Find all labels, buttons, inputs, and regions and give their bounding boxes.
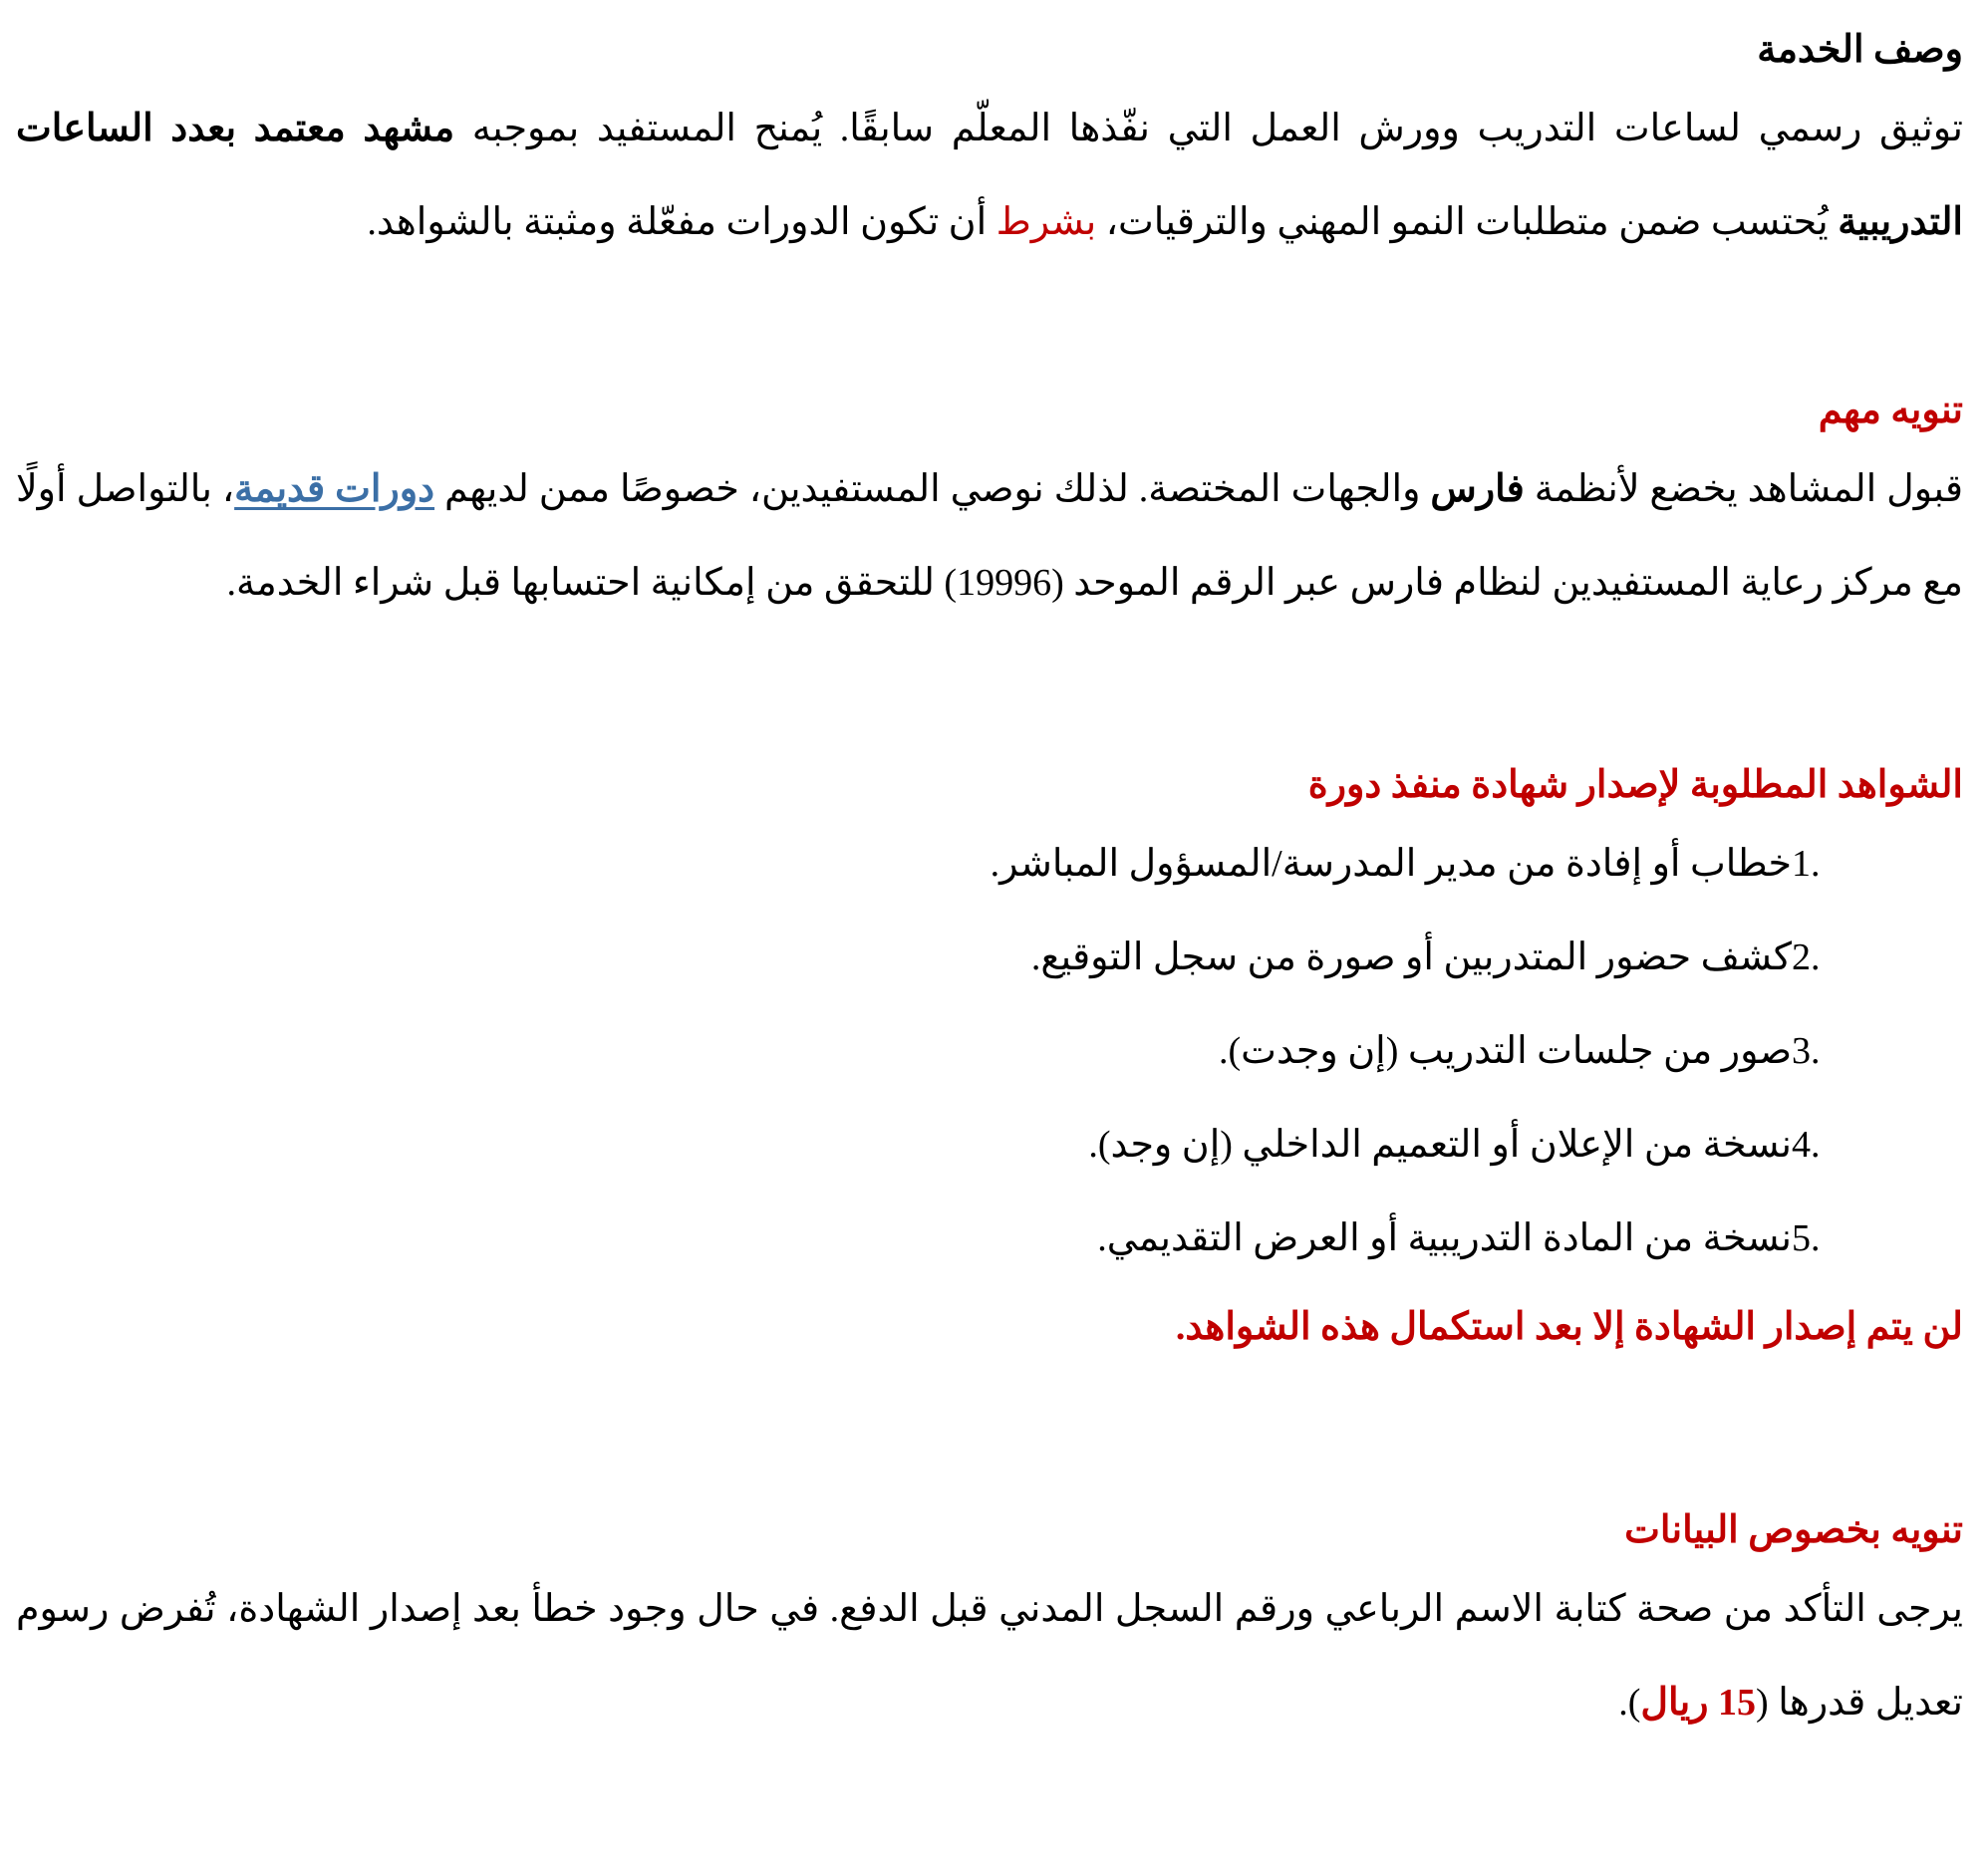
notice-text-a: قبول المشاهد يخضع لأنظمة	[1524, 468, 1963, 510]
data-notice-heading: تنويه بخصوص البيانات	[1624, 1509, 1963, 1551]
data-notice-paragraph	[16, 1562, 1963, 1749]
list-item	[16, 911, 1863, 1004]
list-item-number: 4.	[1792, 1124, 1821, 1166]
required-evidence-heading: الشواهد المطلوبة لإصدار شهادة منفذ دورة	[1307, 764, 1963, 806]
list-item-number: 1.	[1792, 843, 1821, 885]
list-item-text: خطاب أو إفادة من مدير المدرسة/المسؤول المباشر.	[990, 843, 1792, 885]
old-courses-link[interactable]: دورات قديمة	[234, 468, 435, 510]
list-item	[16, 1098, 1863, 1192]
service-text-a: توثيق رسمي لساعات التدريب وورش العمل التي نفّذها المعلّم سابقًا. يُمنح المستفيد بموجبه	[454, 108, 1963, 149]
notice-text-c: ، بالتواصل أولًا مع مركز رعاية المستفيدين لنظام فارس عبر الرقم الموحد (19996) للتحقق من إمكانية احتسابها قبل شراء الخدمة.	[16, 468, 1963, 604]
list-item-text: نسخة من الإعلان أو التعميم الداخلي (إن وجد).	[1088, 1124, 1792, 1166]
faris-bold-text: فارس	[1430, 468, 1525, 510]
list-item-number: 5.	[1792, 1217, 1821, 1259]
service-description-paragraph	[16, 82, 1963, 269]
notice-text-b: والجهات المختصة. لذلك نوصي المستفيدين، خصوصًا ممن لديهم	[434, 468, 1431, 510]
service-text-c: أن تكون الدورات مفعّلة ومثبتة بالشواهد.	[367, 201, 996, 243]
certificate-bold-text: مشهد معتمد بعدد الساعات التدريبية	[16, 108, 1963, 243]
spacer	[16, 630, 1963, 753]
important-notice-heading: تنويه مهم	[1818, 390, 1963, 431]
list-item-number: 3.	[1792, 1030, 1821, 1072]
data-notice-text-a: يرجى التأكد من صحة كتابة الاسم الرباعي ورقم السجل المدني قبل الدفع. في حال وجود خطأ بعد إصدار الشهادة، تُفرض رسوم تعديل قدرها (	[16, 1588, 1963, 1724]
condition-red-text: بشرط	[995, 201, 1097, 243]
list-item	[16, 1192, 1863, 1285]
list-item-text: صور من جلسات التدريب (إن وجدت).	[1219, 1030, 1792, 1072]
service-description-heading: وصف الخدمة	[1757, 29, 1963, 71]
data-notice-text-b: ).	[1618, 1682, 1641, 1724]
list-item-number: 2.	[1792, 936, 1821, 978]
spacer	[16, 1369, 1963, 1498]
service-text-b: يُحتسب ضمن متطلبات النمو المهني والترقيات،	[1096, 201, 1839, 243]
list-item-text: كشف حضور المتدربين أو صورة من سجل التوقيع.	[1030, 936, 1792, 978]
evidence-final-note: لن يتم إصدار الشهادة إلا بعد استكمال هذه الشواهد.	[1175, 1306, 1963, 1348]
important-notice-paragraph	[16, 442, 1963, 630]
list-item	[16, 817, 1863, 911]
list-item	[16, 1004, 1863, 1098]
evidence-list	[16, 817, 1963, 1285]
spacer	[16, 269, 1963, 379]
fee-amount: 15 ريال	[1640, 1682, 1757, 1724]
list-item-text: نسخة من المادة التدريبية أو العرض التقديمي.	[1097, 1217, 1792, 1259]
